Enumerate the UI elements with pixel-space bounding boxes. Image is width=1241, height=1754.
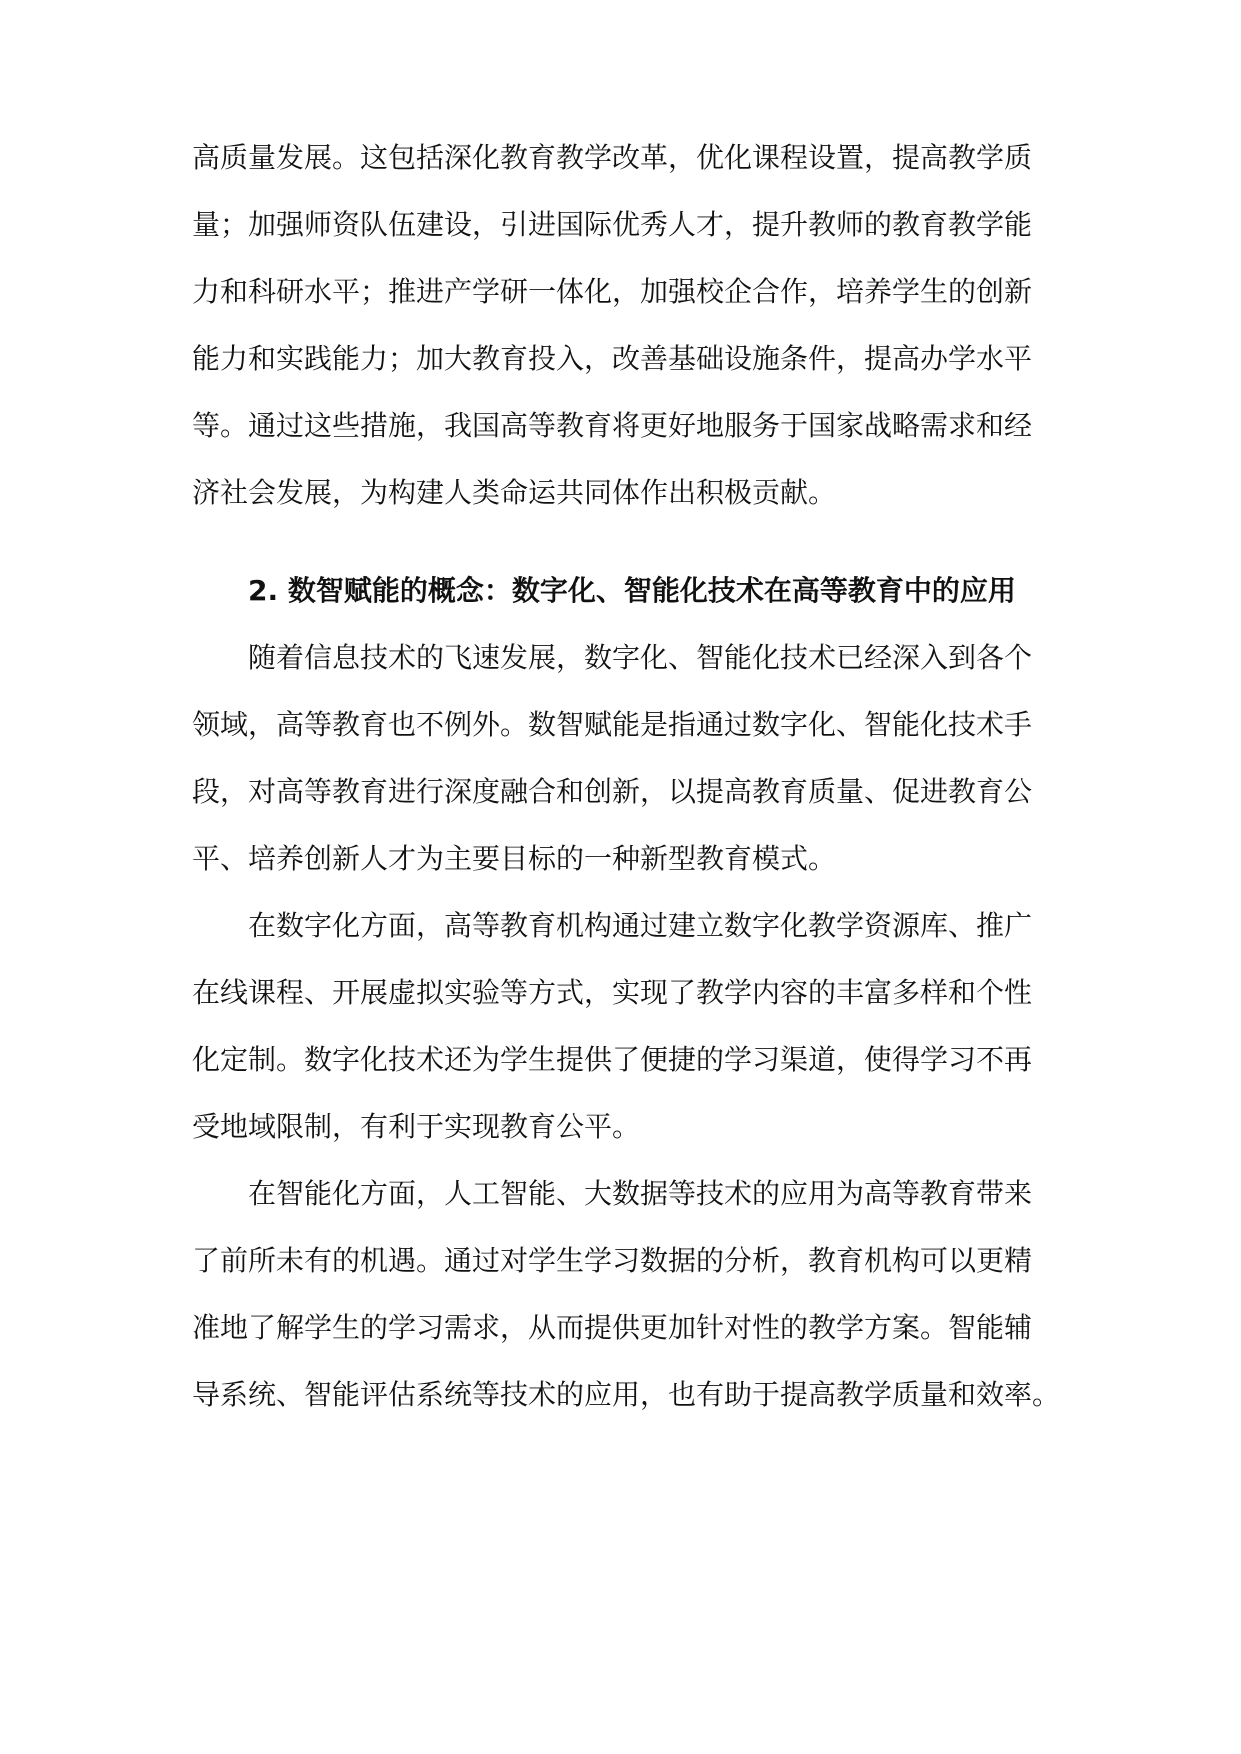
paragraph-line: 段，对高等教育进行深度融合和创新，以提高教育质量、促进教育公 — [192, 775, 1033, 808]
paragraph-line: 能力和实践能力；加大教育投入，改善基础设施条件，提高办学水平 — [192, 342, 1033, 375]
section-heading: 2. 数智赋能的概念：数字化、智能化技术在高等教育中的应用 — [248, 574, 1016, 607]
paragraph-line: 济社会发展，为构建人类命运共同体作出积极贡献。 — [192, 476, 837, 509]
paragraph-line: 领域，高等教育也不例外。数智赋能是指通过数字化、智能化技术手 — [192, 708, 1033, 741]
paragraph-line: 受地域限制，有利于实现教育公平。 — [192, 1110, 641, 1143]
paragraph-line: 准地了解学生的学习需求，从而提供更加针对性的教学方案。智能辅 — [192, 1311, 1033, 1344]
paragraph-line: 力和科研水平；推进产学研一体化，加强校企合作，培养学生的创新 — [192, 275, 1033, 308]
paragraph-line: 随着信息技术的飞速发展，数字化、智能化技术已经深入到各个 — [248, 641, 1033, 674]
paragraph-line: 在数字化方面，高等教育机构通过建立数字化教学资源库、推广 — [248, 909, 1033, 942]
paragraph-line: 高质量发展。这包括深化教育教学改革，优化课程设置，提高教学质 — [192, 141, 1033, 174]
paragraph-line: 平、培养创新人才为主要目标的一种新型教育模式。 — [192, 842, 837, 875]
paragraph-line: 导系统、智能评估系统等技术的应用，也有助于提高教学质量和效率。 — [192, 1378, 1061, 1411]
paragraph-line: 等。通过这些措施，我国高等教育将更好地服务于国家战略需求和经 — [192, 409, 1033, 442]
paragraph-line: 化定制。数字化技术还为学生提供了便捷的学习渠道，使得学习不再 — [192, 1043, 1033, 1076]
paragraph-line: 在线课程、开展虚拟实验等方式，实现了教学内容的丰富多样和个性 — [192, 976, 1033, 1009]
paragraph-line: 量；加强师资队伍建设，引进国际优秀人才，提升教师的教育教学能 — [192, 208, 1033, 241]
paragraph-line: 在智能化方面，人工智能、大数据等技术的应用为高等教育带来 — [248, 1177, 1033, 1210]
paragraph-line: 了前所未有的机遇。通过对学生学习数据的分析，教育机构可以更精 — [192, 1244, 1033, 1277]
